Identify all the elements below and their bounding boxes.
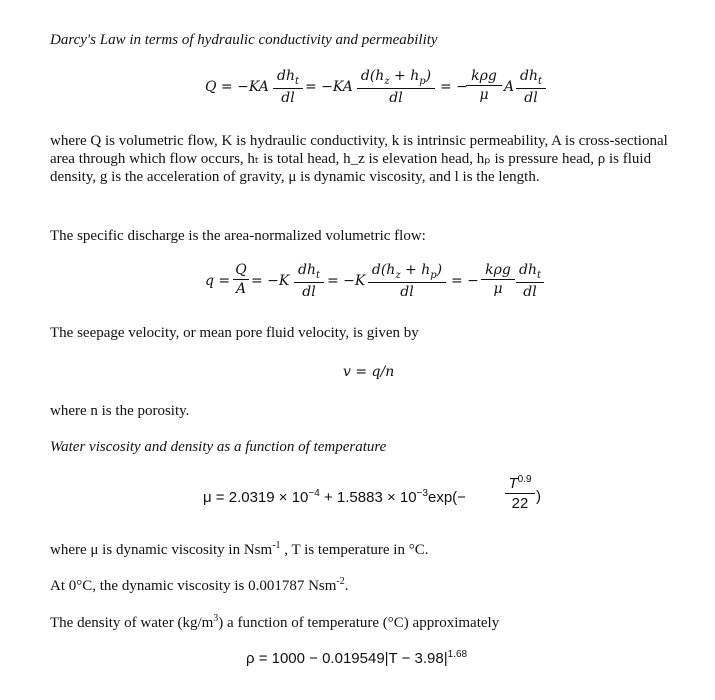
heading-water-viscosity-density: Water viscosity and density as a function of temperature — [50, 439, 387, 455]
equation-specific-discharge — [0, 258, 715, 308]
equation-seepage-velocity: v = q/n — [343, 364, 395, 380]
equation-darcy-q — [0, 64, 715, 114]
eq1-mid1: = −KA — [305, 79, 353, 95]
paragraph-seepage-velocity: The seepage velocity, or mean pore fluid velocity, is given by — [50, 325, 419, 341]
eq2-mid2: = −K — [327, 273, 366, 289]
eq2-frac-dht-dl: $dh_t$ dl — [294, 262, 324, 300]
paragraph-viscosity-units: where μ is dynamic viscosity in Nsm$^{-1}$ , T is temperature in °C. — [50, 540, 429, 558]
eq2-frac-dhz-hp-dl: $d(h_z + h_p)$ dl — [368, 262, 446, 300]
equation-density: $\rho = 1000 - 0.019549|T - 3.98|^{1.68}$ — [246, 649, 468, 667]
eq2-frac-krhog-mu: kρg μ — [481, 262, 515, 297]
paragraph-density-intro: The density of water $(kg/m^3)$ a function of temperature (°C) approximately — [50, 613, 500, 631]
eq2-mid1: = −K — [251, 273, 290, 289]
eq1-frac-krhog-mu: kρg μ — [466, 68, 502, 103]
equation-viscosity — [0, 474, 715, 524]
eq1-lhs: Q = −KA — [205, 79, 269, 95]
eq4-close: ) — [536, 488, 541, 505]
eq2-mid3: = − — [451, 273, 479, 289]
paragraph-porosity: where n is the porosity. — [50, 403, 190, 419]
eq4-frac-t09-22: $T^{0.9}$ 22 — [505, 474, 535, 512]
eq2-lhs: q = — [205, 273, 231, 289]
eq1-frac-dht-dl-2: $dh_t$ dl — [516, 68, 546, 106]
eq1-mid2: = − — [440, 79, 468, 95]
paragraph-specific-discharge: The specific discharge is the area-normalized volumetric flow: — [50, 228, 426, 244]
eq1-mid3: A — [504, 79, 515, 95]
eq1-frac-dhz-hp-dl: $d(h_z + h_p)$ dl — [357, 68, 435, 106]
heading-darcys-law: Darcy's Law in terms of hydraulic conductivity and permeability — [50, 32, 438, 48]
eq1-frac-dht-dl: $dh_t$ dl — [273, 68, 303, 106]
eq2-frac-q-a: Q A — [233, 262, 249, 297]
paragraph-variable-definitions: where Q is volumetric flow, K is hydraulic conductivity, k is intrinsic permeability, A is cross-sectional area through which flow occurs, hₜ is total head, h_z is elevation head, hₚ is pressure head, ρ is fluid density, g is the acceleration of gravity, μ is dynamic viscosity, and l is the length. — [50, 133, 668, 185]
eq2-frac-dht-dl-2: $dh_t$ dl — [516, 262, 544, 300]
paragraph-viscosity-zero-c: At 0°C, the dynamic viscosity is 0.001787 Nsm$^{-2}$. — [50, 576, 349, 594]
eq4-body: $\mu = 2.0319 \times 10^{-4} + 1.5883 \times 10^{-3}\exp(-$ — [203, 488, 466, 506]
